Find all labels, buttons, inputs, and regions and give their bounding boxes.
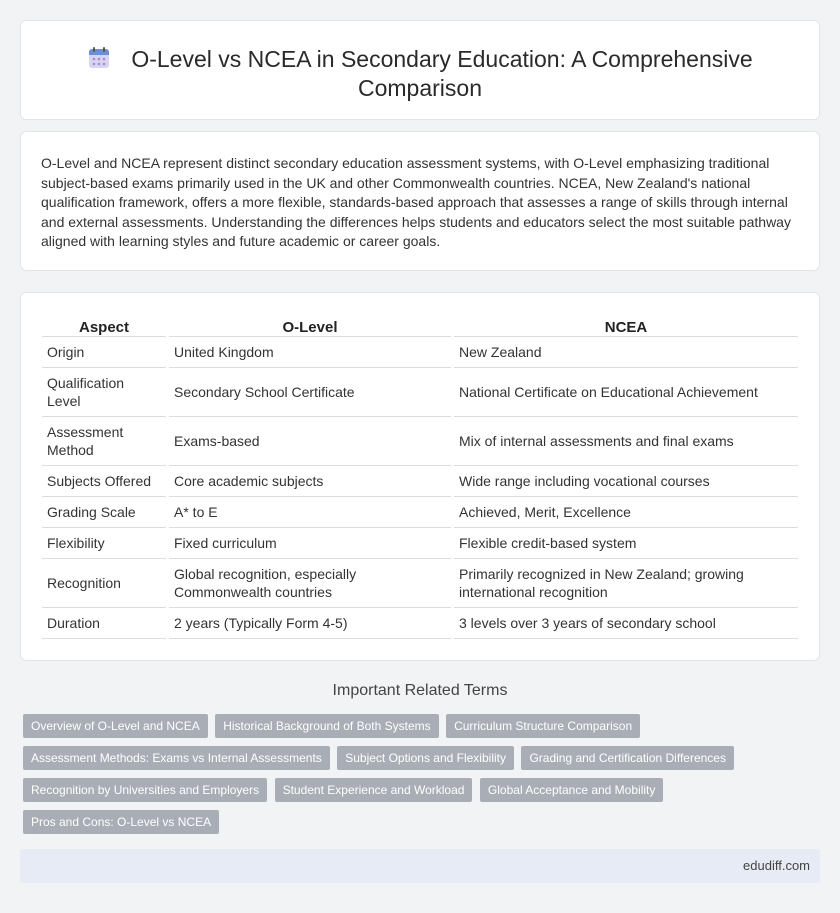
table-cell: Achieved, Merit, Excellence <box>454 497 798 528</box>
table-cell: Secondary School Certificate <box>169 368 451 417</box>
header-card <box>20 20 820 120</box>
related-term-tag[interactable]: Assessment Methods: Exams vs Internal Assessments <box>23 746 330 770</box>
related-term-tag[interactable]: Recognition by Universities and Employers <box>23 778 267 802</box>
table-cell: A* to E <box>169 497 451 528</box>
table-cell: Flexibility <box>42 528 166 559</box>
table-row <box>42 559 798 608</box>
table-row <box>42 497 798 528</box>
table-cell: Duration <box>42 608 166 639</box>
table-cell: Exams-based <box>169 417 451 466</box>
table-row <box>42 528 798 559</box>
table-row <box>42 608 798 639</box>
intro-card <box>20 131 820 271</box>
table-cell: United Kingdom <box>169 337 451 368</box>
table-cell: New Zealand <box>454 337 798 368</box>
table-row <box>42 337 798 368</box>
footer-site-link[interactable]: edudiff.com <box>743 858 810 873</box>
table-cell: Core academic subjects <box>169 466 451 497</box>
header-aspect: Aspect <box>42 315 166 337</box>
page-title-text: O-Level vs NCEA in Secondary Education: A Comprehensive Comparison <box>131 46 753 101</box>
table-cell: Primarily recognized in New Zealand; growing international recognition <box>454 559 798 608</box>
related-term-tag[interactable]: Global Acceptance and Mobility <box>480 778 663 802</box>
page-title <box>21 45 819 103</box>
table-cell: Global recognition, especially Commonwealth countries <box>169 559 451 608</box>
table-cell: National Certificate on Educational Achievement <box>454 368 798 417</box>
table-cell: 3 levels over 3 years of secondary school <box>454 608 798 639</box>
table-cell: Subjects Offered <box>42 466 166 497</box>
table-cell: Flexible credit-based system <box>454 528 798 559</box>
related-term-tag[interactable]: Subject Options and Flexibility <box>337 746 514 770</box>
related-term-tag[interactable]: Historical Background of Both Systems <box>215 714 438 738</box>
footer <box>20 849 820 883</box>
related-term-tag[interactable]: Grading and Certification Differences <box>521 746 734 770</box>
table-cell: Wide range including vocational courses <box>454 466 798 497</box>
related-term-tag[interactable]: Student Experience and Workload <box>275 778 473 802</box>
related-term-tag[interactable]: Curriculum Structure Comparison <box>446 714 640 738</box>
comparison-table <box>39 315 801 639</box>
table-row <box>42 368 798 417</box>
table-cell: Recognition <box>42 559 166 608</box>
table-row <box>42 417 798 466</box>
table-cell: Origin <box>42 337 166 368</box>
table-cell: Qualification Level <box>42 368 166 417</box>
related-term-tag[interactable]: Pros and Cons: O-Level vs NCEA <box>23 810 219 834</box>
table-row <box>42 466 798 497</box>
table-cell: 2 years (Typically Form 4-5) <box>169 608 451 639</box>
header-ncea: NCEA <box>454 315 798 337</box>
table-cell: Assessment Method <box>42 417 166 466</box>
related-terms-tags <box>23 714 813 842</box>
related-term-tag[interactable]: Overview of O-Level and NCEA <box>23 714 208 738</box>
comparison-table-card <box>20 292 820 661</box>
calendar-icon <box>87 46 111 70</box>
related-terms-title: Important Related Terms <box>332 682 508 699</box>
table-cell: Mix of internal assessments and final exams <box>454 417 798 466</box>
header-olevel: O-Level <box>169 315 451 337</box>
table-header-row <box>42 315 798 337</box>
intro-paragraph: O-Level and NCEA represent distinct secondary education assessment systems, with O-Level emphasizing traditional subject-based exams primarily used in the UK and other Commonwealth countries. NCEA, New Zealand's national qualification framework, offers a more flexible, standards-based approach that assesses a range of skills through internal and external assessments. Understanding the differences helps students and educators select the most suitable pathway aligned with learning styles and future academic or career goals. <box>41 155 791 249</box>
table-cell: Grading Scale <box>42 497 166 528</box>
table-cell: Fixed curriculum <box>169 528 451 559</box>
